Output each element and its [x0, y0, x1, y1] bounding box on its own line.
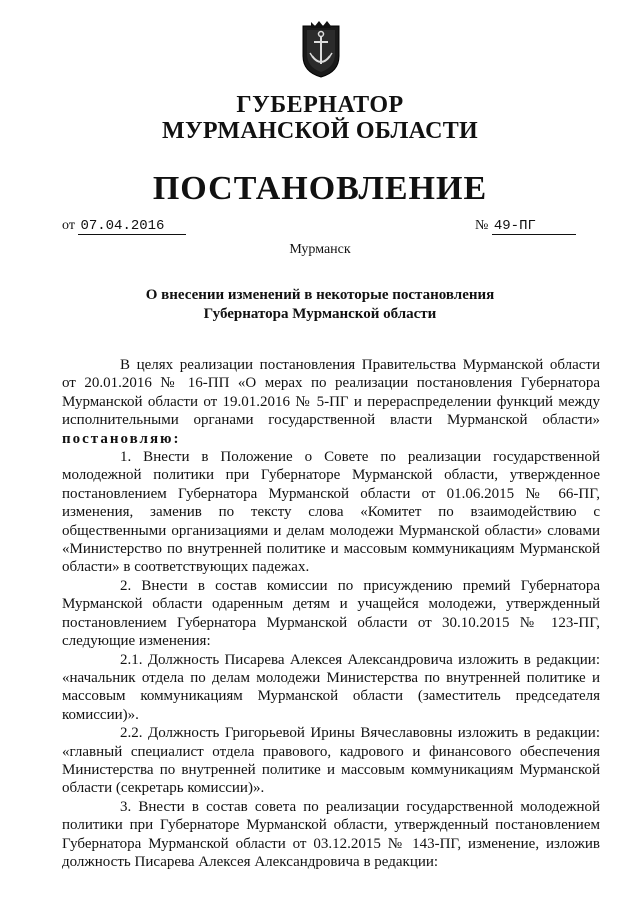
coat-of-arms-emblem [301, 20, 341, 78]
paragraph-2-1: 2.1. Должность Писарева Алексея Александровича изложить в редакции: «начальник отдела по делам молодежи Министерства по внутренней политике и массовым коммуникациям Мурманской области (заместитель председателя комиссии)». [62, 651, 600, 723]
document-title [0, 286, 640, 324]
number-field [475, 218, 576, 234]
paragraph-2: 2. Внести в состав комиссии по присуждению премий Губернатора Мурманской области одаренным детям и учащейся молодежи, утвержденный постановлением Губернатора Мурманской области от 30.10.2015 № 123-ПГ, следующие изменения: [62, 577, 600, 650]
governor-heading: ГУБЕРНАТОР [236, 92, 404, 118]
date-value: 07.04.2016 [78, 218, 186, 235]
number-value: 49-ПГ [492, 218, 576, 235]
paragraph-3: 3. Внести в состав совета по реализации государственной молодежной политики при Губернаторе Мурманской области, утвержденный постановлением Губернатора Мурманской области от 03.12.2015 № 143-ПГ, изменение, изложив должность Писарева Алексея Александровича в редакции: [62, 798, 600, 870]
document-type-heading: ПОСТАНОВЛЕНИЕ [152, 170, 488, 207]
date-field [62, 218, 186, 234]
region-heading: МУРМАНСКОЙ ОБЛАСТИ [162, 118, 478, 144]
document-body [62, 356, 600, 871]
intro-paragraph [62, 356, 600, 448]
number-prefix: № [475, 218, 489, 233]
city-label: Мурманск [289, 242, 351, 257]
decree-word: постановляю: [62, 430, 181, 447]
paragraph-1: 1. Внести в Положение о Совете по реализации государственной молодежной политики при Губернаторе Мурманской области, утвержденное постановлением Губернатора Мурманской области от 01.06.2015 № 66-ПГ, изменения, заменив по тексту слова «Комитет по взаимодействию с общественными организациями и делам молодежи Мурманской области» словами «Министерство по внутренней политике и массовым коммуникациям Мурманской области» в соответствующих падежах. [62, 449, 600, 576]
title-line-1: О внесении изменений в некоторые постановления [145, 287, 495, 303]
title-line-2: Губернатора Мурманской области [203, 306, 437, 322]
date-prefix: от [62, 218, 75, 233]
intro-text: В целях реализации постановления Правительства Мурманской области от 20.01.2016 № 16-ПП «О мерах по реализации постановления Губернатора Мурманской области от 19.01.2016 № 5-ПГ и перераспределении функций между исполнительными органами государственной власти Мурманской области» [62, 357, 600, 429]
paragraph-2-2: 2.2. Должность Григорьевой Ирины Вячеславовны изложить в редакции: «главный специалист отдела правового, кадрового и финансового обеспечения Министерства по внутренней политике и массовым коммуникациям Мурманской области (секретарь комиссии)». [62, 725, 600, 797]
